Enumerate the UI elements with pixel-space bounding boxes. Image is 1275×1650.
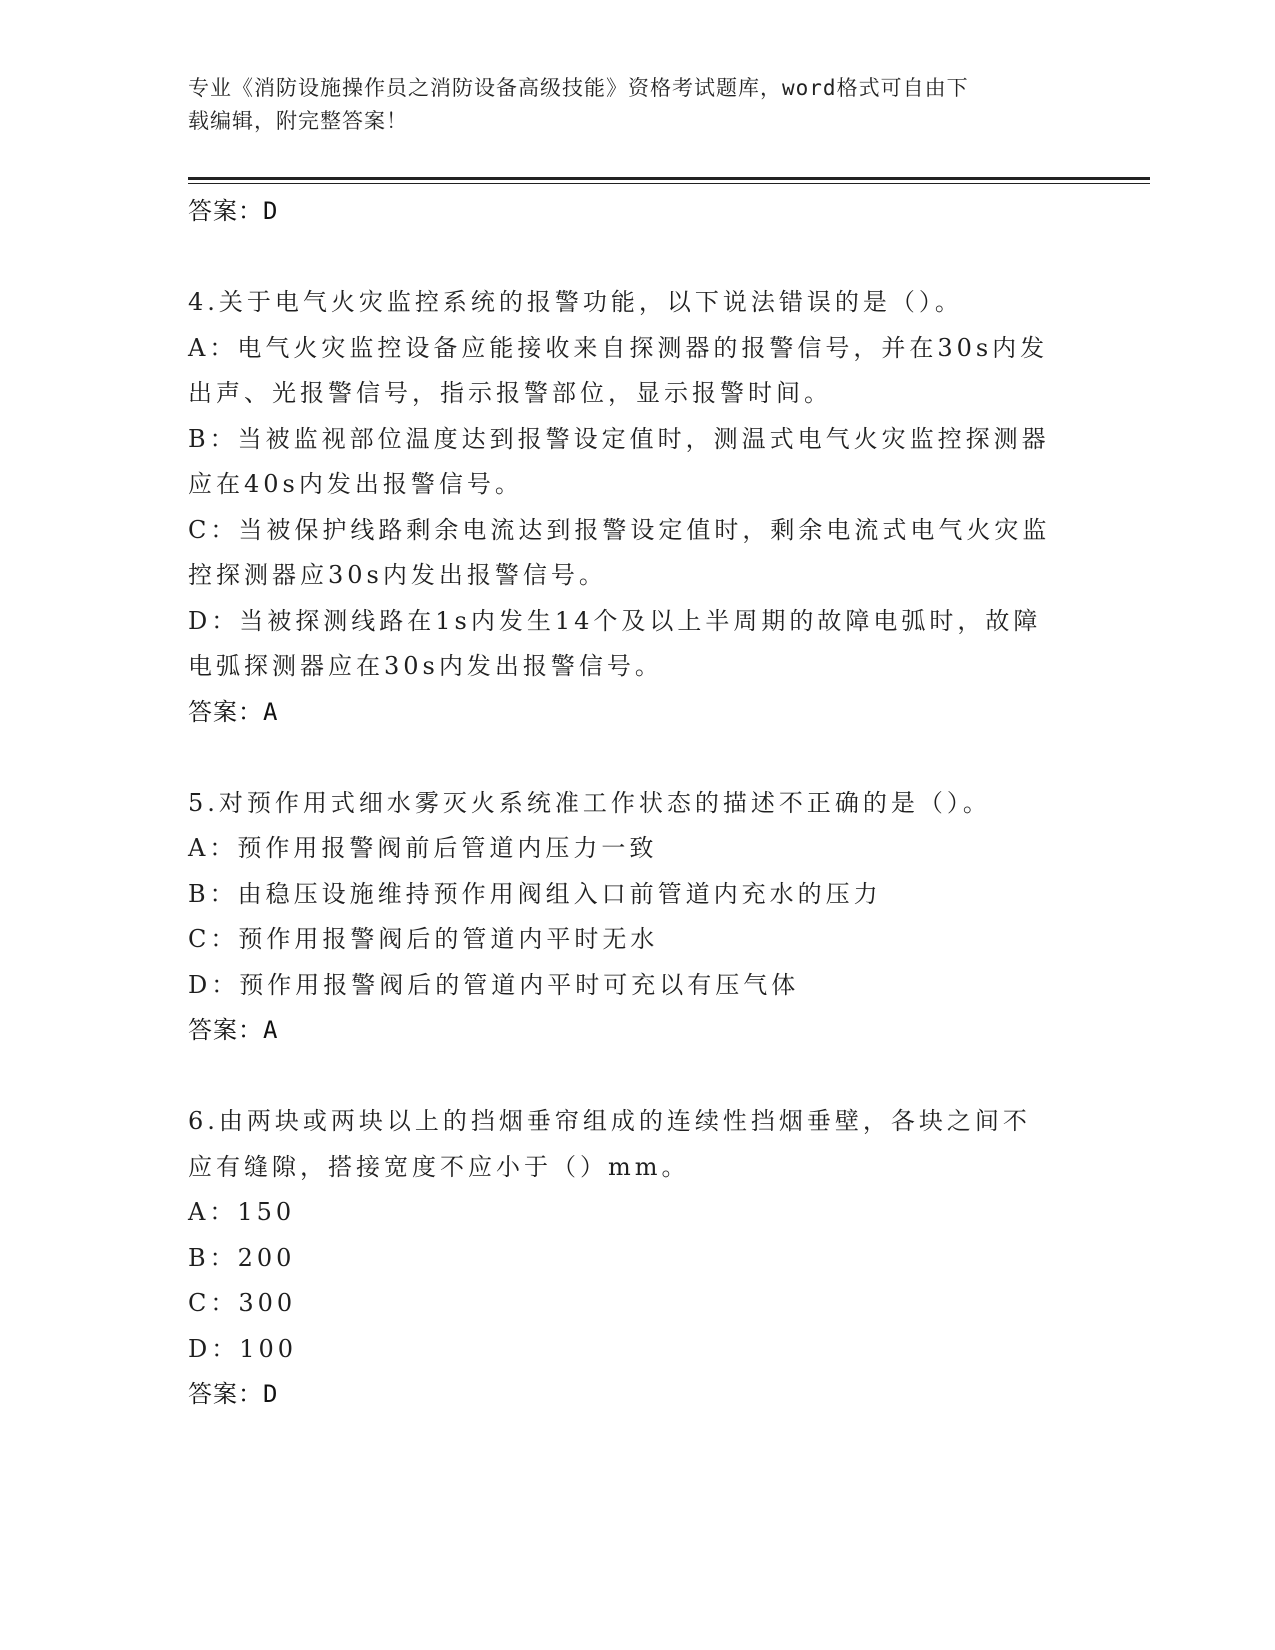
question-4: [188, 280, 1078, 735]
option-c-line-1: C：当被保护线路剩余电流达到报警设定值时，剩余电流式电气火灾监: [188, 515, 1051, 544]
question-text-line-1: 6.由两块或两块以上的挡烟垂帘组成的连续性挡烟垂壁，各块之间不: [188, 1107, 1031, 1135]
question-text: 4.关于电气火灾监控系统的报警功能，以下说法错误的是（）。: [188, 288, 963, 316]
option-c-line-2: 控探测器应30s内发出报警信号。: [188, 561, 607, 589]
answer: 答案：D: [188, 1380, 279, 1408]
document-header: [188, 72, 1068, 138]
option-c: C：预作用报警阀后的管道内平时无水: [188, 925, 659, 953]
question-text: 5.对预作用式细水雾灭火系统准工作状态的描述不正确的是（）。: [188, 788, 991, 817]
option-b: B：由稳压设施维持预作用阀组入口前管道内充水的压力: [188, 879, 882, 908]
option-d-line-1: D：当被探测线路在1s内发生14个及以上半周期的故障电弧时，故障: [188, 606, 1042, 635]
option-d: D：预作用报警阀后的管道内平时可充以有压气体: [188, 970, 800, 999]
header-divider-thin: [188, 183, 1150, 184]
option-a-line-1: A：电气火灾监控设备应能接收来自探测器的报警信号，并在30s内发: [188, 333, 1049, 362]
question-6: [188, 1099, 1078, 1417]
header-divider-thick: [188, 177, 1150, 180]
document-body: [188, 189, 1078, 1417]
option-d: D：100: [188, 1334, 298, 1363]
option-a-line-2: 出声、光报警信号，指示报警部位，显示报警时间。: [188, 379, 832, 407]
option-b-line-1: B：当被监视部位温度达到报警设定值时，测温式电气火灾监控探测器: [188, 424, 1050, 453]
option-a: A：150: [188, 1198, 296, 1226]
answer: 答案：A: [188, 697, 279, 726]
option-b-line-2: 应在40s内发出报警信号。: [188, 470, 523, 498]
header-line-1: 专业《消防设施操作员之消防设备高级技能》资格考试题库，word格式可自由下: [188, 76, 969, 100]
answer: 答案：A: [188, 1016, 279, 1044]
previous-answer: 答案：D: [188, 197, 279, 225]
option-c: C：300: [188, 1289, 297, 1317]
option-d-line-2: 电弧探测器应在30s内发出报警信号。: [188, 652, 663, 680]
header-line-2: 载编辑，附完整答案！: [188, 109, 408, 133]
option-a: A：预作用报警阀前后管道内压力一致: [188, 834, 658, 862]
question-text-line-2: 应有缝隙，搭接宽度不应小于（）mm。: [188, 1152, 690, 1181]
question-5: [188, 781, 1078, 1054]
option-b: B：200: [188, 1243, 296, 1272]
